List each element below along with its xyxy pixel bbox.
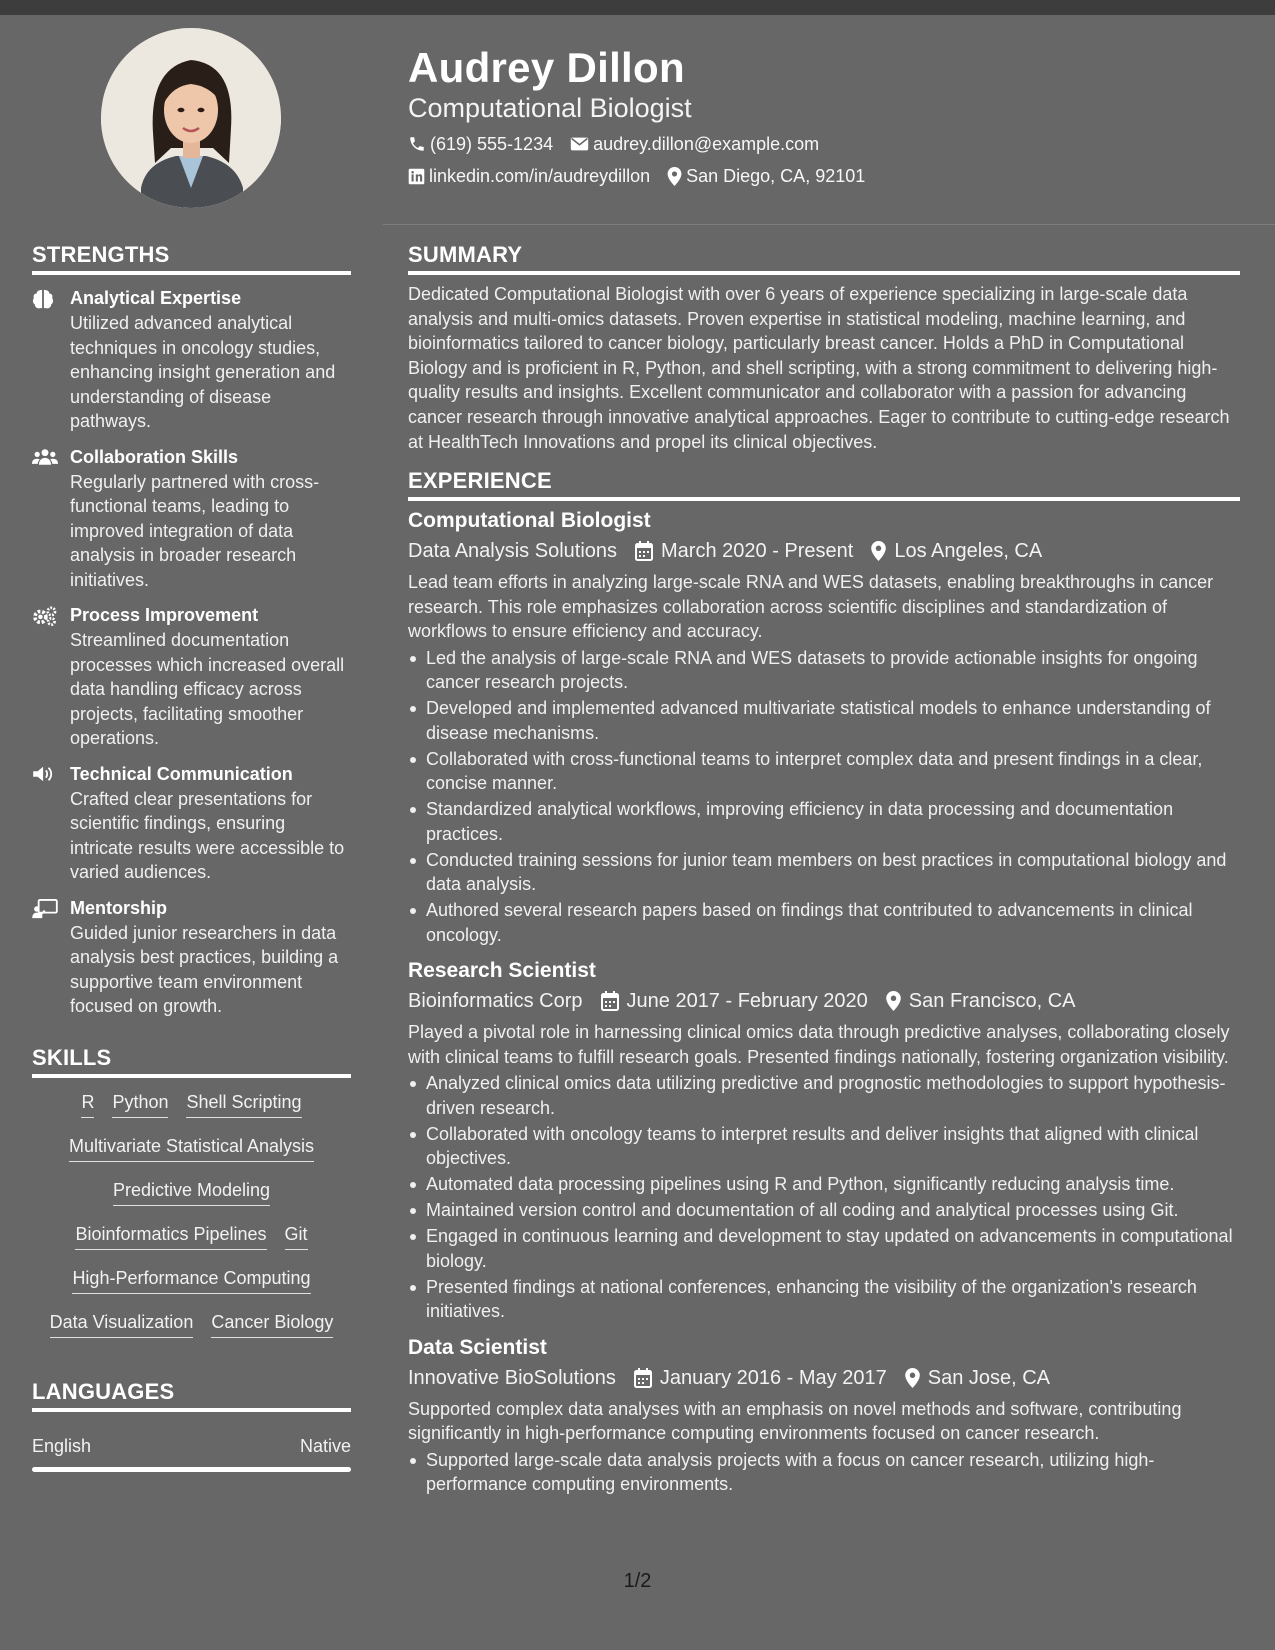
job-location: San Francisco, CA bbox=[908, 990, 1076, 1013]
profile-photo bbox=[101, 28, 281, 208]
calendar-icon bbox=[634, 1368, 652, 1388]
map-pin-icon bbox=[905, 1368, 920, 1388]
language-item bbox=[32, 1434, 351, 1458]
header-divider bbox=[383, 224, 1275, 225]
job-location: Los Angeles, CA bbox=[894, 540, 1043, 563]
page-number: 1/2 bbox=[623, 1570, 652, 1592]
top-bar bbox=[0, 0, 1275, 15]
phone-contact[interactable] bbox=[408, 132, 553, 156]
job-bullets bbox=[408, 1071, 1240, 1324]
skill-tag: Multivariate Statistical Analysis bbox=[69, 1134, 314, 1162]
candidate-title: Computational Biologist bbox=[408, 93, 692, 123]
skill-row bbox=[32, 1134, 351, 1162]
email-contact[interactable] bbox=[570, 132, 819, 156]
summary-heading: SUMMARY bbox=[408, 241, 1240, 275]
skill-row bbox=[32, 1090, 351, 1118]
job-entry bbox=[408, 957, 1240, 1324]
job-bullet: Automated data processing pipelines using R and Python, significantly reducing analysis time. bbox=[426, 1172, 1240, 1197]
job-bullet: Led the analysis of large-scale RNA and WES datasets to provide actionable insights for ongoing cancer research projects. bbox=[426, 646, 1240, 695]
job-dates: March 2020 - Present bbox=[661, 540, 854, 563]
job-bullet: Conducted training sessions for junior team members on best practices in computational biology and data analysis. bbox=[426, 848, 1240, 897]
location-contact bbox=[667, 164, 865, 188]
language-proficiency-bar bbox=[32, 1467, 351, 1472]
job-location: San Jose, CA bbox=[927, 1366, 1051, 1389]
chalkboard-user-icon bbox=[32, 899, 58, 919]
job-description: Lead team efforts in analyzing large-scale RNA and WES datasets, enabling breakthroughs in cancer research. This role emphasizes collaboration across scientific disciplines and standardization of workflows to ensure efficiency and accuracy. bbox=[408, 572, 1214, 642]
skill-row bbox=[32, 1310, 351, 1338]
users-icon bbox=[32, 448, 58, 466]
skill-tag: R bbox=[81, 1090, 94, 1118]
strength-item bbox=[32, 445, 351, 593]
job-dates-wrap bbox=[601, 987, 868, 1015]
job-title: Research Scientist bbox=[408, 959, 596, 983]
skill-tag: Python bbox=[112, 1090, 168, 1118]
skill-tag: Cancer Biology bbox=[211, 1310, 333, 1338]
skill-tag: Data Visualization bbox=[50, 1310, 194, 1338]
job-bullet: Supported large-scale data analysis projects with a focus on cancer research, utilizing high-performance computing environments. bbox=[426, 1448, 1240, 1497]
linkedin-text: linkedin.com/in/audreydillon bbox=[429, 166, 651, 186]
skill-tag: High-Performance Computing bbox=[72, 1266, 310, 1294]
right-column bbox=[408, 241, 1240, 1498]
job-bullet: Maintained version control and documentation of all coding and analytical processes using Git. bbox=[426, 1198, 1240, 1223]
job-bullet: Collaborated with oncology teams to interpret results and deliver insights that aligned with clinical objectives. bbox=[426, 1122, 1240, 1171]
skills-list bbox=[32, 1090, 351, 1338]
candidate-name: Audrey Dillon bbox=[408, 44, 685, 91]
languages-heading: LANGUAGES bbox=[32, 1378, 351, 1412]
job-dates: January 2016 - May 2017 bbox=[659, 1366, 887, 1389]
skill-tag: Predictive Modeling bbox=[113, 1178, 270, 1206]
strength-item bbox=[32, 286, 351, 434]
skill-tag: Git bbox=[285, 1222, 308, 1250]
calendar-icon bbox=[601, 991, 619, 1011]
strength-desc: Guided junior researchers in data analysis best practices, building a supportive team environment focused on growth. bbox=[70, 922, 339, 1016]
job-meta bbox=[408, 987, 1240, 1015]
linkedin-icon bbox=[408, 168, 425, 185]
email-text: audrey.dillon@example.com bbox=[593, 134, 820, 154]
linkedin-contact[interactable] bbox=[408, 164, 650, 188]
contact-row-1 bbox=[408, 132, 1248, 156]
map-pin-icon bbox=[886, 991, 901, 1011]
strength-desc: Streamlined documentation processes which increased overall data handling efficacy across projects, facilitating smoother operations. bbox=[70, 630, 345, 748]
strength-item bbox=[32, 603, 351, 751]
strength-title: Technical Communication bbox=[70, 763, 293, 784]
job-dates-wrap bbox=[634, 1364, 887, 1392]
calendar-icon bbox=[635, 541, 653, 561]
job-dates: June 2017 - February 2020 bbox=[626, 990, 868, 1013]
language-level: Native bbox=[299, 1435, 351, 1456]
strength-title: Collaboration Skills bbox=[70, 446, 239, 467]
strength-desc: Utilized advanced analytical techniques in oncology studies, enhancing insight generation and understanding of disease pathways. bbox=[70, 313, 336, 431]
skill-tag: Shell Scripting bbox=[186, 1090, 301, 1118]
job-bullets bbox=[408, 646, 1240, 948]
job-description: Supported complex data analyses with an emphasis on novel methods and software, contributing significantly in high-performance computing environments focused on cancer research. bbox=[408, 1398, 1182, 1444]
skill-row bbox=[32, 1266, 351, 1294]
job-title: Computational Biologist bbox=[408, 509, 651, 533]
job-dates-wrap bbox=[635, 537, 853, 565]
job-bullet: Presented findings at national conferences, enhancing the visibility of the organization's research initiatives. bbox=[426, 1275, 1240, 1324]
job-location-wrap bbox=[905, 1364, 1050, 1392]
job-entry bbox=[408, 507, 1240, 947]
gears-icon bbox=[32, 606, 58, 626]
skill-row bbox=[32, 1178, 351, 1206]
strengths-heading: STRENGTHS bbox=[32, 241, 351, 275]
strength-title: Mentorship bbox=[70, 897, 167, 918]
brain-icon bbox=[32, 289, 54, 309]
experience-heading: EXPERIENCE bbox=[408, 467, 1240, 501]
phone-icon bbox=[408, 135, 426, 153]
job-entry bbox=[408, 1334, 1240, 1497]
job-meta bbox=[408, 537, 1240, 565]
job-bullet: Collaborated with cross-functional teams to interpret complex data and present findings in a clear, concise manner. bbox=[426, 747, 1240, 796]
job-bullet: Analyzed clinical omics data utilizing predictive and prognostic methodologies to support hypothesis-driven research. bbox=[426, 1071, 1240, 1120]
language-name: English bbox=[32, 1435, 92, 1456]
job-description: Played a pivotal role in harnessing clinical omics data through predictive analyses, collaborating closely with clinical teams to fulfill research goals. Presented findings nationally, fostering organization visibility. bbox=[408, 1022, 1230, 1067]
map-pin-icon bbox=[667, 167, 682, 186]
job-company: Data Analysis Solutions bbox=[408, 540, 618, 563]
envelope-icon bbox=[570, 136, 589, 152]
job-location-wrap bbox=[871, 537, 1042, 565]
strength-item bbox=[32, 896, 351, 1019]
strength-desc: Regularly partnered with cross-functional teams, leading to improved integration of data analysis in broader research initiatives. bbox=[70, 471, 320, 590]
left-column bbox=[32, 241, 351, 1472]
job-bullets bbox=[408, 1448, 1240, 1497]
contact-row-2 bbox=[408, 164, 1248, 188]
job-bullet: Standardized analytical workflows, improving efficiency in data processing and documentation practices. bbox=[426, 797, 1240, 846]
strength-title: Analytical Expertise bbox=[70, 288, 242, 308]
skills-heading: SKILLS bbox=[32, 1044, 351, 1078]
job-bullet: Authored several research papers based on findings that contributed to advancements in clinical oncology. bbox=[426, 898, 1240, 947]
phone-text: (619) 555-1234 bbox=[430, 134, 554, 154]
job-bullet: Developed and implemented advanced multivariate statistical models to enhance understanding of disease mechanisms. bbox=[426, 696, 1240, 745]
job-company: Bioinformatics Corp bbox=[408, 990, 583, 1013]
strength-item bbox=[32, 762, 351, 885]
strength-title: Process Improvement bbox=[70, 605, 259, 625]
summary-text: Dedicated Computational Biologist with over 6 years of experience specializing in large-scale data analysis and multi-omics datasets. Proven expertise in statistical modeling, machine learning, and bioinformatics tailored to cancer biology, particularly breast cancer. Holds a PhD in Computational Biology and is proficient in R, Python, and shell scripting, with a strong commitment to delivering high-quality results and insights. Excellent communicator and collaborator with a passion for advancing cancer research through innovative analytical approaches. Eager to contribute to cutting-edge research at HealthTech Innovations and propel its clinical objectives. bbox=[408, 284, 1230, 452]
strength-desc: Crafted clear presentations for scientific findings, ensuring intricate results were accessible to varied audiences. bbox=[70, 788, 345, 882]
skill-row bbox=[32, 1222, 351, 1250]
job-bullet: Engaged in continuous learning and development to stay updated on advancements in computational biology. bbox=[426, 1224, 1240, 1273]
job-location-wrap bbox=[886, 987, 1076, 1015]
skill-tag: Bioinformatics Pipelines bbox=[75, 1222, 266, 1250]
volume-icon bbox=[32, 765, 56, 783]
job-company: Innovative BioSolutions bbox=[408, 1366, 616, 1389]
map-pin-icon bbox=[871, 541, 886, 561]
job-title: Data Scientist bbox=[408, 1335, 547, 1359]
resume-header bbox=[408, 40, 1248, 188]
job-meta bbox=[408, 1364, 1240, 1392]
location-text: San Diego, CA, 92101 bbox=[686, 166, 866, 186]
